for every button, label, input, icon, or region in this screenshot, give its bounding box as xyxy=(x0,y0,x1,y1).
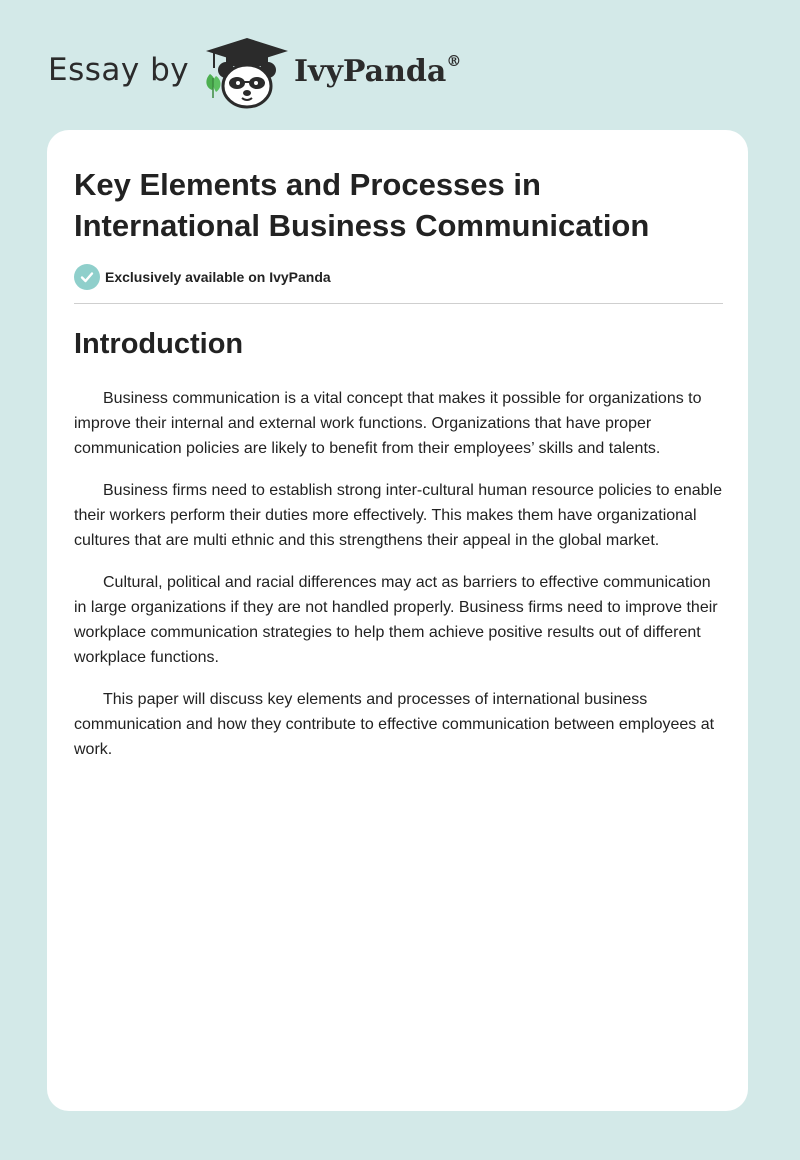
essay-by-label: Essay by xyxy=(48,52,190,88)
paragraph: This paper will discuss key elements and processes of international business communication and how they contribute to effective communication between employees at work. xyxy=(74,691,715,758)
divider xyxy=(74,303,723,304)
paragraph: Business firms need to establish strong inter-cultural human resource policies to enable their workers perform their duties more effectively. This makes them have organizational cultures that are multi ethnic and this strengthens their appeal in the global market. xyxy=(74,482,722,549)
paragraph: Business communication is a vital concept that makes it possible for organizations to improve their internal and external work functions. Organizations that have proper communication policies are likely to benefit from their employees’ skills and talents. xyxy=(74,390,702,457)
essay-title: Key Elements and Processes in International Business Communication xyxy=(74,167,650,243)
brand-name[interactable] xyxy=(294,54,461,89)
brand-name-text: IvyPanda xyxy=(294,54,447,89)
exclusive-badge xyxy=(74,264,331,290)
section-heading: Introduction xyxy=(74,328,244,360)
panda-graduation-cap-icon[interactable] xyxy=(202,34,292,110)
essay-body xyxy=(74,386,726,779)
site-header xyxy=(48,34,548,114)
registered-mark: ® xyxy=(446,52,462,70)
essay-card xyxy=(47,130,748,1111)
paragraph: Cultural, political and racial differences may act as barriers to effective communication in large organizations if they are not handled properly. Business firms need to improve their workplace communication strategies to help them achieve positive results out of different workplace functions. xyxy=(74,574,718,666)
check-icon xyxy=(74,264,100,290)
exclusive-badge-text: Exclusively available on IvyPanda xyxy=(105,269,331,285)
